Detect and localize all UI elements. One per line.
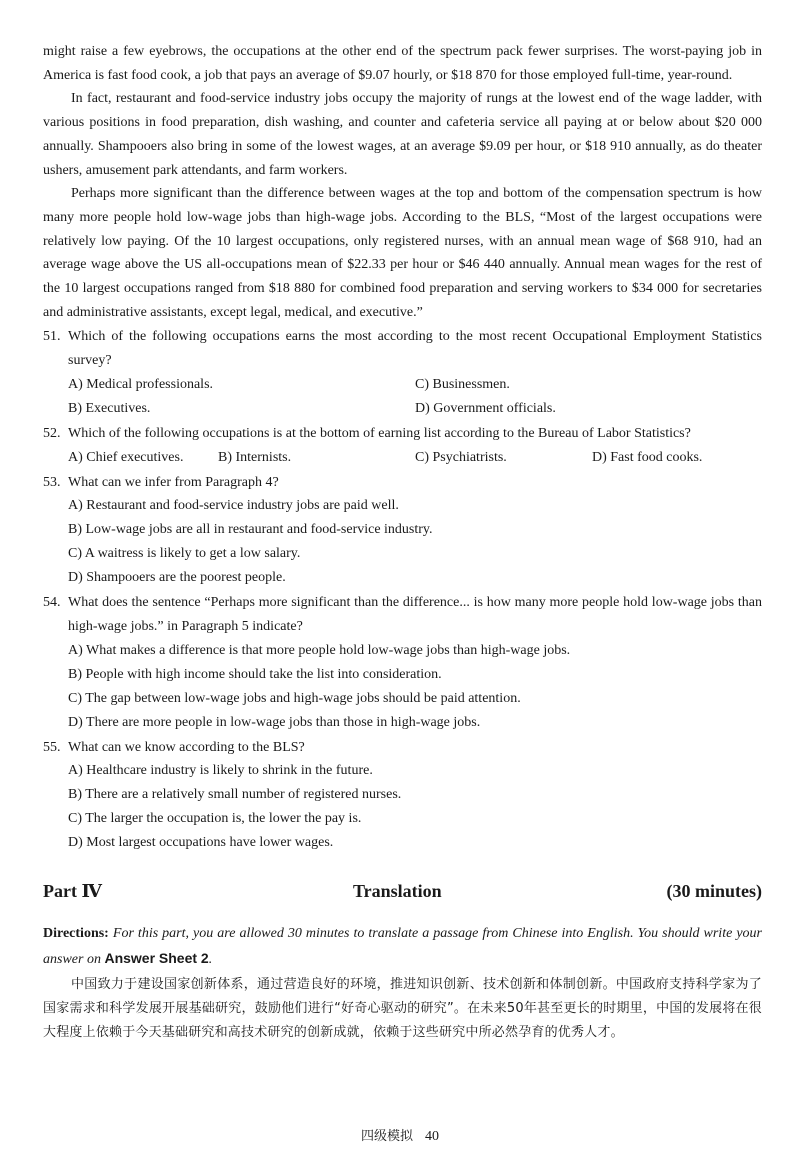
option-c: C) Businessmen. <box>415 376 510 392</box>
question-number: 55. <box>43 739 61 755</box>
part-time: (30 minutes) <box>666 881 762 902</box>
option-d: D) Shampooers are the poorest people. <box>68 570 286 586</box>
question-51 <box>43 325 762 420</box>
option-c: C) Psychiatrists. <box>415 449 507 465</box>
question-stem: What can we know according to the BLS? <box>68 739 305 755</box>
option-b: B) Internists. <box>218 449 292 465</box>
part-header <box>43 881 762 902</box>
directions-end: . <box>208 952 213 968</box>
chinese-passage: 中国致力于建设国家创新体系，通过营造良好的环境，推进知识创新、技术创新和体制创新。中国政府支持科学家为了国家需求和科学发展开展基础研究，鼓励他们进行“好奇心驱动的研究”。在未来50年甚至更长的时期里，中国的发展将在很大程度上依赖于今天基础研究和高技术研究的创新成就，依赖于这些研究中所必然孕育的优秀人才。 <box>43 977 762 1041</box>
option-c: C) The gap between low-wage jobs and high-wage jobs should be paid attention. <box>68 690 521 706</box>
option-b: B) Low-wage jobs are all in restaurant and food-service industry. <box>68 522 433 538</box>
question-stem: What does the sentence “Perhaps more significant than the difference... is how many more people hold low-wage jobs than high-wage jobs.” in Paragraph 5 indicate? <box>68 595 762 634</box>
option-c: C) The larger the occupation is, the lower the pay is. <box>68 811 362 827</box>
question-stem: Which of the following occupations earns the most according to the most recent Occupational Employment Statistics survey? <box>68 329 762 369</box>
directions-text: For this part, you are allowed 30 minutes to translate a passage from Chinese into English. You should write your answer on <box>43 926 762 968</box>
question-54 <box>43 591 762 734</box>
question-number: 52. <box>43 425 61 441</box>
part-title: Translation <box>353 881 442 902</box>
passage-paragraph: In fact, restaurant and food-service industry jobs occupy the majority of rungs at the lowest end of the wage ladder, with various positions in food preparation, dish washing, and counter and cafeteria service all paying at or below about $20 000 annually. Shampooers also bring in some of the lowest wages, at an average $9.09 per hour, or $18 910 annually, as do theater ushers, amusement park attendants, and farm workers. <box>43 91 762 178</box>
reading-passage <box>43 40 762 324</box>
option-a: A) Healthcare industry is likely to shrink in the future. <box>68 763 373 779</box>
option-b: B) There are a relatively small number of registered nurses. <box>68 787 402 803</box>
question-number: 53. <box>43 474 61 490</box>
directions-label: Directions: <box>43 926 109 942</box>
option-a: A) Medical professionals. <box>68 376 214 392</box>
option-b: B) People with high income should take the list into consideration. <box>68 666 442 682</box>
page-number: 40 <box>425 1129 439 1144</box>
option-d: D) There are more people in low-wage jobs than those in high-wage jobs. <box>68 714 481 730</box>
option-c: C) A waitress is likely to get a low salary. <box>68 546 301 562</box>
question-number: 51. <box>43 329 61 345</box>
question-number: 54. <box>43 595 61 611</box>
question-stem: Which of the following occupations is at the bottom of earning list according to the Bureau of Labor Statistics? <box>68 425 691 441</box>
question-55 <box>43 736 762 856</box>
part-label: Part Ⅳ <box>43 881 102 902</box>
page-footer <box>0 1125 800 1145</box>
option-d: D) Fast food cooks. <box>592 449 703 465</box>
option-a: A) What makes a difference is that more people hold low-wage jobs than high-wage jobs. <box>68 642 571 658</box>
answer-sheet-label: Answer Sheet 2 <box>104 950 209 967</box>
option-b: B) Executives. <box>68 400 151 416</box>
passage-paragraph: might raise a few eyebrows, the occupations at the other end of the spectrum pack fewer surprises. The worst-paying job in America is fast food cook, a job that pays an average of $9.07 hourly, or $18 870 for those employed full-time, year-round. <box>43 44 762 83</box>
option-a: A) Chief executives. <box>68 449 184 465</box>
question-53 <box>43 471 762 591</box>
footer-label: 四级模拟 <box>360 1129 413 1144</box>
option-d: D) Most largest occupations have lower wages. <box>68 835 334 851</box>
passage-paragraph: Perhaps more significant than the difference between wages at the top and bottom of the compensation spectrum is how many more people hold low-wage jobs than high-wage jobs. According to the BLS, “Most of the largest occupations were relatively low paying. Of the 10 largest occupations, only registered nurses, with an annual mean wage of $68 910, had an average wage above the US all-occupations mean of $22.33 per hour or $46 440 annually. Annual mean wages for the rest of the 10 largest occupations ranged from $18 880 for combined food preparation and serving workers to $34 000 for secretaries and administrative assistants, except legal, medical, and executive.” <box>43 186 762 320</box>
question-stem: What can we infer from Paragraph 4? <box>68 474 279 490</box>
option-d: D) Government officials. <box>415 400 556 416</box>
exam-page <box>43 40 762 1045</box>
option-a: A) Restaurant and food-service industry jobs are paid well. <box>68 498 399 514</box>
directions <box>43 922 762 972</box>
question-52 <box>43 422 762 470</box>
